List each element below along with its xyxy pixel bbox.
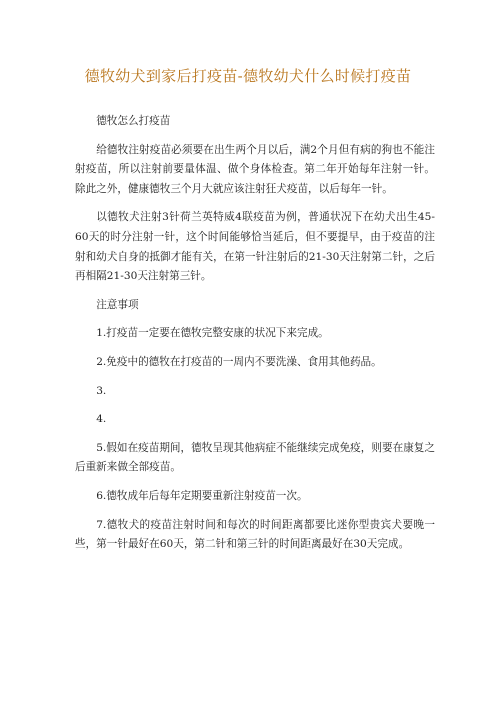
paragraph: 给德牧注射疫苗必须要在出生两个月以后，满2个月但有病的狗也不能注射疫苗，所以注射前要量体温、做个身体检查。第二年开始每年注射一针。除此之外，健康德牧三个月大就应该注射狂犬疫苗，以后每年一针。 (75, 143, 435, 195)
section-heading-vaccination: 德牧怎么打疫苗 (96, 115, 171, 127)
list-item: 2.免疫中的德牧在打疫苗的一周内不要洗澡、食用其他药品。 (96, 355, 382, 368)
paragraph: 以德牧犬注射3针荷兰英特威4联疫苗为例，普通状况下在幼犬出生45-60天的时分注射一针，这个时间能够恰当延后，但不要提早，由于疫苗的注射和幼犬自身的抵御才能有关，在第一针注射后的21-30天注射第二针，之后再相隔21-30天注射第三针。 (75, 211, 435, 283)
list-item: 6.德牧成年后每年定期要重新注射疫苗一次。 (96, 489, 308, 502)
list-item: 5.假如在疫苗期间，德牧呈现其他病症不能继续完成免疫，则要在康复之后重新来做全部疫苗。 (75, 441, 435, 474)
list-item: 3. (96, 384, 107, 397)
section-heading-notes: 注意事项 (96, 298, 139, 311)
list-item: 7.德牧犬的疫苗注射时间和每次的时间距离都要比迷你型贵宾犬要晚一些，第一针最好在60天，第二针和第三针的时间距离最好在30天完成。 (75, 518, 435, 551)
list-item: 1.打疫苗一定要在德牧完整安康的状况下来完成。 (96, 327, 329, 340)
list-item: 4. (96, 413, 107, 426)
document-title: 德牧幼犬到家后打疫苗-德牧幼犬什么时候打疫苗 (84, 67, 412, 85)
document-body (75, 112, 435, 555)
